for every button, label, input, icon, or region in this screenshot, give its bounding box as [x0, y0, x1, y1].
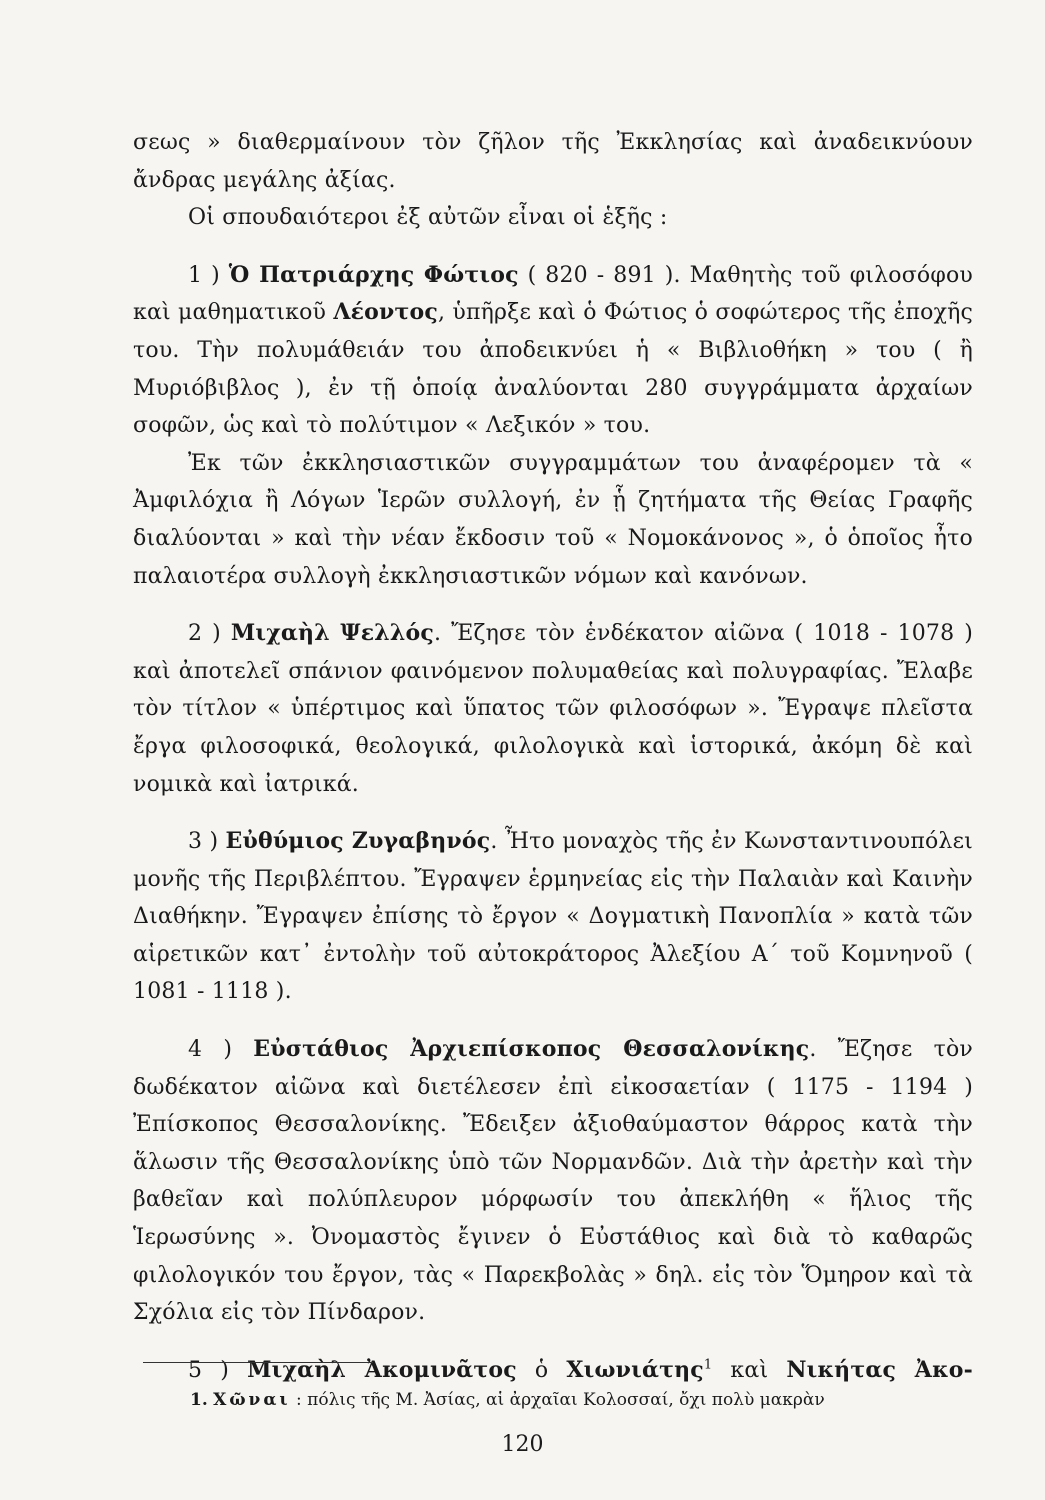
entry-name-secondary: Χιωνιάτης	[566, 1356, 704, 1383]
entry-number: 1 )	[188, 262, 220, 288]
footnote-divider	[143, 1362, 373, 1363]
entry-text: . Ἔζησε τὸν ἑνδέκατον αἰῶνα ( 1018 - 1078 ) καὶ ἀποτελεῖ σπάνιον φαινόμενον πολυμαθείας καὶ πολυγραφίας. Ἔλαβε τὸν τίτλον « ὑπέρτιμος καὶ ὕπατος τῶν φιλοσόφων ». Ἔγραψε πλεῖστα ἔργα φιλοσοφικά, θεολογικά, φιλολογικὰ καὶ ἱστορικά, ἀκόμη δὲ καὶ νομικὰ καὶ ἰατρικά.	[133, 621, 973, 797]
paragraph-continuation: σεως » διαθερμαίνουν τὸν ζῆλον τῆς Ἐκκλησίας καὶ ἀναδεικνύουν ἄνδρας μεγάλης ἀξίας.	[133, 130, 973, 193]
entry-2	[133, 615, 973, 803]
entry-name-secondary: Λέοντος	[333, 299, 438, 326]
entry-number: 4 )	[188, 1037, 233, 1063]
entry-text: ( 820 - 891 ). Μαθητὴς τοῦ φιλοσόφου καὶ μαθηματικοῦ	[133, 262, 973, 326]
entry-name: Μιχαὴλ Ἀκομινᾶτος	[247, 1356, 517, 1383]
entry-4	[133, 1031, 973, 1332]
page-number: 120	[501, 1432, 544, 1457]
footnote-marker: 1	[703, 1357, 713, 1373]
paragraph-intro: Οἱ σπουδαιότεροι ἐξ αὐτῶν εἶναι οἱ ἑξῆς :	[188, 205, 668, 231]
entry-text: . Ἦτο μοναχὸς τῆς ἐν Κωνσταντινουπόλει μονῆς τῆς Περιβλέπτου. Ἔγραψεν ἑρμηνείας εἰς τὴν Παλαιὰν καὶ Καινὴν Διαθήκην. Ἔγραψεν ἐπίσης τὸ ἔργον « Δογματικὴ Πανοπλία » κατὰ τῶν αἱρετικῶν κατ᾽ ἐντολὴν τοῦ αὐτοκράτορος Ἀλεξίου Α´ τοῦ Κομνηνοῦ ( 1081 - 1118 ).	[133, 829, 973, 1005]
footnote-text: : πόλις τῆς Μ. Ἀσίας, αἱ ἀρχαῖαι Κολοσσαί, ὄχι πολὺ μακρὰν	[296, 1390, 825, 1410]
entry-1-continuation: Ἐκ τῶν ἐκκλησιαστικῶν συγγραμμάτων του ἀναφέρομεν τὰ « Ἀμφιλόχια ἢ Λόγων Ἱερῶν συλλογή, ἐν ᾗ ζητήματα τῆς Θείας Γραφῆς διαλύονται » καὶ τὴν νέαν ἔκδοσιν τοῦ « Νομοκάνονος », ὁ ὁποῖος ἦτο παλαιοτέρα συλλογὴ ἐκκλησιαστικῶν νόμων καὶ κανόνων.	[133, 450, 973, 589]
entry-name: Εὐστάθιος Ἀρχιεπίσκοπος Θεσσαλονίκης	[253, 1036, 810, 1063]
entry-name: Ὁ Πατριάρχης Φώτιος	[228, 261, 519, 288]
entry-3	[133, 823, 973, 1011]
entry-number: 5 )	[188, 1357, 230, 1383]
entry-5	[133, 1352, 973, 1390]
entry-name: Μιχαὴλ Ψελλός	[230, 620, 435, 647]
footnote	[190, 1388, 990, 1412]
entry-text: καὶ	[712, 1357, 787, 1383]
body-text	[133, 124, 973, 1389]
entry-1	[133, 257, 973, 445]
entry-text: , ὑπῆρξε καὶ ὁ Φώτιος ὁ σοφώτερος τῆς ἐποχῆς του. Τὴν πολυμάθειάν του ἀποδεικνύει ἡ « Βιβλιοθήκη » του ( ἢ Μυριόβιβλος ), ἐν τῇ ὁποίᾳ ἀναλύονται 280 συγγράμματα ἀρχαίων σοφῶν, ὡς καὶ τὸ πολύτιμον « Λεξικόν » του.	[133, 300, 974, 439]
entry-name: Εὐθύμιος Ζυγαβηνός	[225, 828, 491, 855]
footnote-number: 1.	[190, 1390, 208, 1410]
entry-text: ὁ	[516, 1357, 567, 1383]
entry-number: 3 )	[188, 829, 219, 855]
entry-text: . Ἔζησε τὸν δωδέκατον αἰῶνα καὶ διετέλεσεν ἐπὶ εἰκοσαετίαν ( 1175 - 1194 ) Ἐπίσκοπος Θεσσαλονίκης. Ἔδειξεν ἀξιοθαύμαστον θάρρος κατὰ τὴν ἅλωσιν τῆς Θεσσαλονίκης ὑπὸ τῶν Νορμανδῶν. Διὰ τὴν ἀρετὴν καὶ τὴν βαθεῖαν καὶ πολύπλευρον μόρφωσίν του ἀπεκλήθη « ἥλιος τῆς Ἱερωσύνης ». Ὀνομαστὸς ἔγινεν ὁ Εὐστάθιος καὶ διὰ τὸ καθαρῶς φιλολογικόν του ἔργον, τὰς « Παρεκβολὰς » δηλ. εἰς τὸν Ὅμηρον καὶ τὰ Σχόλια εἰς τὸν Πίνδαρον.	[133, 1037, 973, 1326]
footnote-term: Χῶναι	[213, 1390, 291, 1410]
entry-number: 2 )	[188, 621, 221, 647]
entry-name-tertiary: Νικήτας Ἀκο-	[786, 1356, 973, 1383]
